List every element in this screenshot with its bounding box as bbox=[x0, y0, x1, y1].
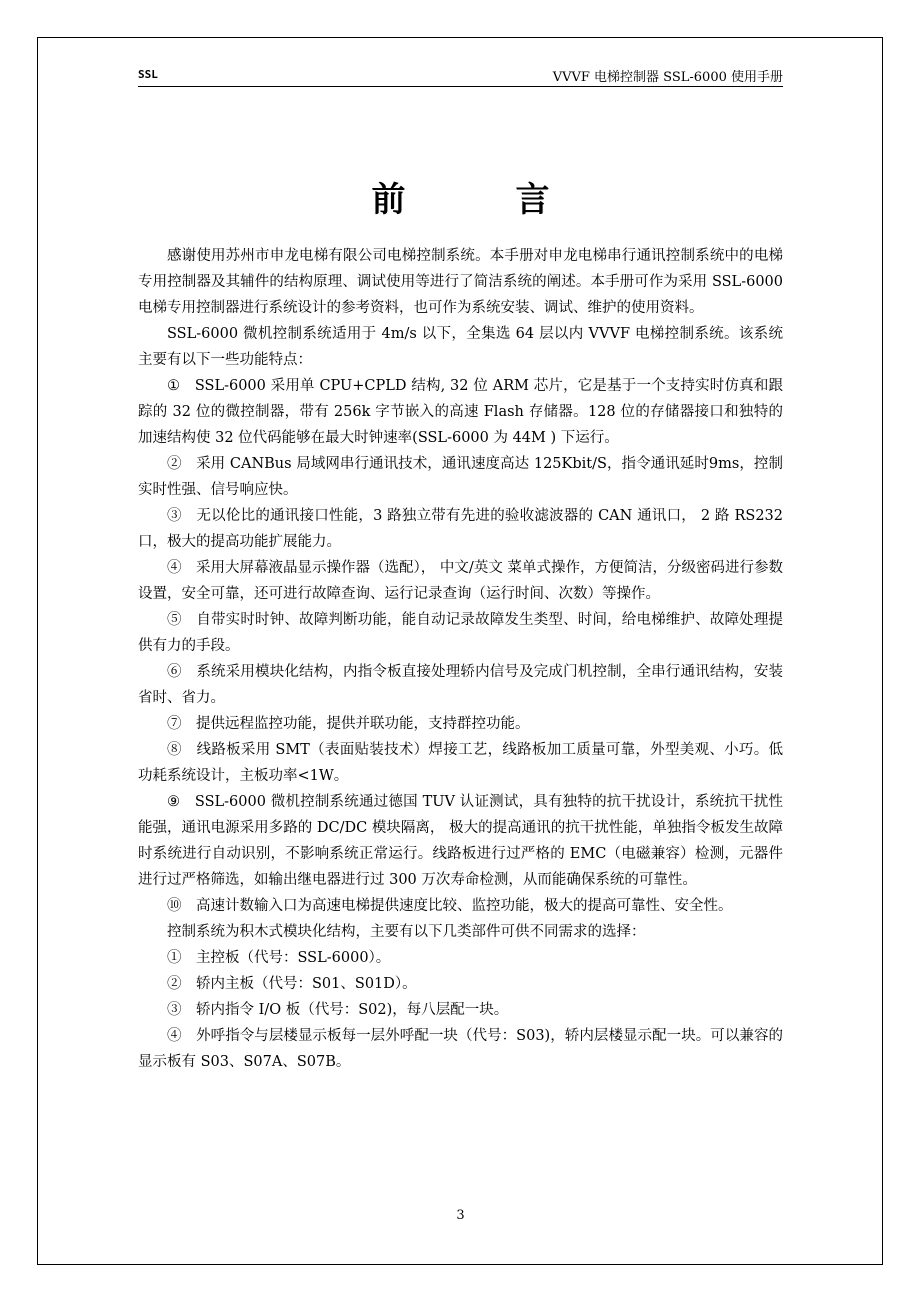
feature-item-7: ⑦ 提供远程监控功能，提供并联功能，支持群控功能。 bbox=[167, 716, 530, 732]
page-number: 3 bbox=[456, 1208, 465, 1223]
page-header bbox=[138, 64, 783, 87]
component-item-4: ④ 外呼指令与层楼显示板每一层外呼配一块（代号：S03)，轿内层楼显示配一块。可以兼容的显示板有 S03、S07A、S07B。 bbox=[138, 1028, 783, 1070]
paragraph-intro: 感谢使用苏州市申龙电梯有限公司电梯控制系统。本手册对申龙电梯串行通讯控制系统中的电梯专用控制器及其辅件的结构原理、调试使用等进行了简洁系统的阐述。本手册可作为采用 SSL-6000 电梯专用控制器进行系统设计的参考资料，也可作为系统安装、调试、维护的使用资料。 bbox=[138, 248, 783, 316]
component-item-1: ① 主控板（代号：SSL-6000）。 bbox=[167, 950, 391, 966]
component-item-3: ③ 轿内指令 I/O 板（代号：S02)，每八层配一块。 bbox=[167, 1002, 509, 1018]
paragraph-components-intro: 控制系统为积木式模块化结构，主要有以下几类部件可供不同需求的选择： bbox=[167, 924, 646, 940]
body-text bbox=[138, 243, 783, 1075]
page-title: 前言 bbox=[371, 180, 660, 220]
feature-item-4: ④ 采用大屏幕液晶显示操作器（选配）， 中文/英文 菜单式操作，方便简洁，分级密码进行参数设置，安全可靠，还可进行故障查询、运行记录查询（运行时间、次数）等操作。 bbox=[138, 560, 783, 602]
feature-item-5: ⑤ 自带实时时钟、故障判断功能，能自动记录故障发生类型、时间，给电梯维护、故障处理提供有力的手段。 bbox=[138, 612, 783, 654]
feature-item-9: ⑨ SSL-6000 微机控制系统通过德国 TUV 认证测试，具有独特的抗干扰设计，系统抗干扰性能强，通讯电源采用多路的 DC/DC 模块隔离， 极大的提高通讯的抗干扰性能，单独指令板发生故障时系统进行自动识别，不影响系统正常运行。线路板进行过严格的 EMC（电磁兼容）检测，元器件进行过严格筛选，如输出继电器进行过 300 万次寿命检测，从而能确保系统的可靠性。 bbox=[138, 794, 783, 888]
feature-item-1: ① SSL-6000 采用单 CPU+CPLD 结构, 32 位 ARM 芯片，它是基于一个支持实时仿真和跟踪的 32 位的微控制器，带有 256k 字节嵌入的高速 Flash 存储器。128 位的存储器接口和独特的加速结构使 32 位代码能够在最大时钟速率(SSL-6000 为 44M ) 下运行。 bbox=[138, 378, 783, 446]
feature-item-3: ③ 无以伦比的通讯接口性能，3 路独立带有先进的验收滤波器的 CAN 通讯口， 2 路 RS232 口，极大的提高功能扩展能力。 bbox=[138, 508, 783, 550]
header-manual-title: VVVF 电梯控制器 SSL-6000 使用手册 bbox=[552, 70, 783, 85]
paragraph-overview: SSL-6000 微机控制系统适用于 4m/s 以下，全集选 64 层以内 VVVF 电梯控制系统。该系统主要有以下一些功能特点： bbox=[138, 326, 783, 368]
feature-item-6: ⑥ 系统采用模块化结构，内指令板直接处理轿内信号及完成门机控制，全串行通讯结构，安装省时、省力。 bbox=[138, 664, 783, 706]
component-item-2: ② 轿内主板（代号：S01、S01D）。 bbox=[167, 976, 417, 992]
feature-item-10: ⑩ 高速计数输入口为高速电梯提供速度比较、监控功能，极大的提高可靠性、安全性。 bbox=[167, 898, 733, 914]
header-brand: SSL bbox=[138, 68, 158, 81]
feature-item-2: ② 采用 CANBus 局域网串行通讯技术，通讯速度高达 125Kbit/S，指令通讯延时9ms，控制实时性强、信号响应快。 bbox=[138, 456, 783, 498]
feature-item-8: ⑧ 线路板采用 SMT（表面贴装技术）焊接工艺，线路板加工质量可靠，外型美观、小巧。低功耗系统设计，主板功率<1W。 bbox=[138, 742, 783, 784]
